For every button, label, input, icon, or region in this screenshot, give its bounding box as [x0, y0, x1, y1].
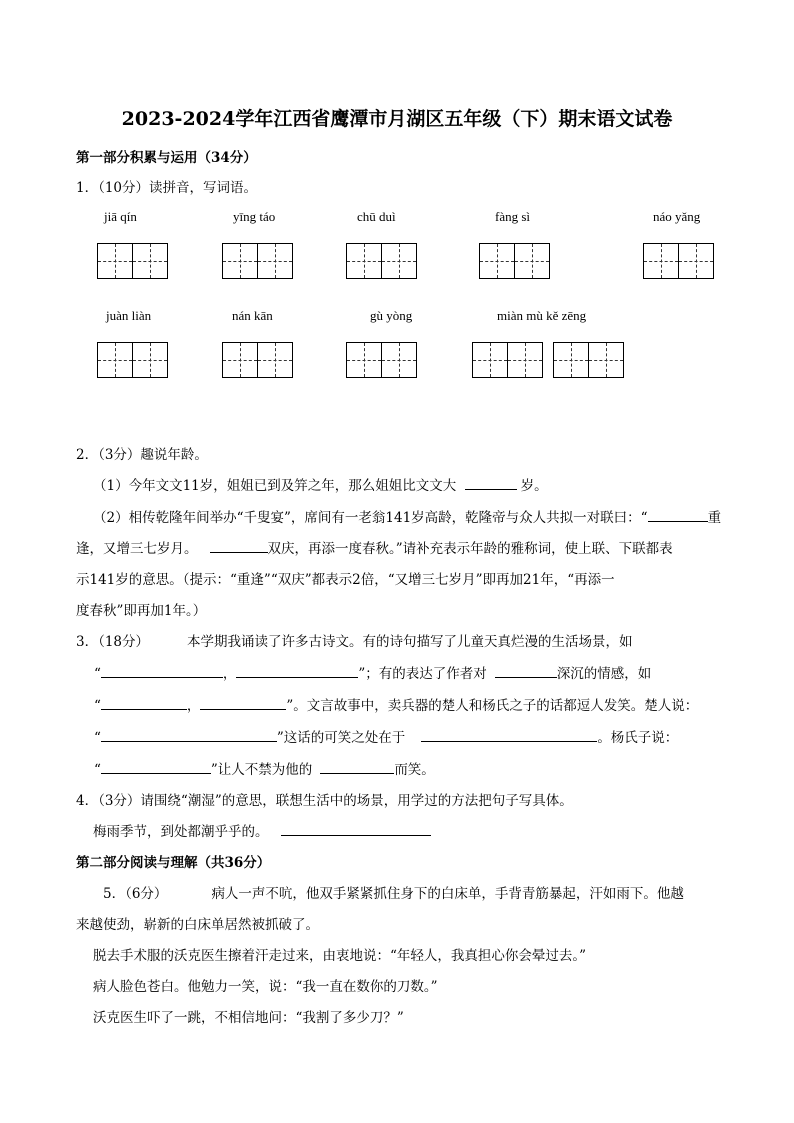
q3-text: “	[94, 762, 101, 778]
answer-blank[interactable]	[236, 663, 358, 678]
q3-text: 而笑。	[394, 762, 435, 778]
answer-blank[interactable]	[200, 695, 286, 710]
grid-cell[interactable]	[643, 243, 679, 279]
writing-grid[interactable]	[346, 342, 417, 378]
grid-cell[interactable]	[97, 243, 133, 279]
grid-cell[interactable]	[678, 243, 714, 279]
q2-part2-line3: 示141岁的意思。（提示：“重逢”“双庆”都表示2倍，“又增三七岁月”即再加21年，“再添一	[76, 572, 615, 588]
grid-cell[interactable]	[514, 243, 550, 279]
q1-stem: 1．（10分）读拼音，写词语。	[76, 180, 258, 196]
q3-line2	[94, 662, 651, 682]
grid-cell[interactable]	[257, 342, 293, 378]
answer-blank[interactable]	[465, 475, 517, 490]
part1-heading: 第一部分积累与运用（34分）	[76, 150, 257, 166]
q3-line1	[76, 630, 633, 650]
q3-text: ，	[222, 666, 237, 682]
q2-part1-unit: 岁。	[520, 478, 548, 494]
pinyin-label: juàn liàn	[106, 308, 152, 323]
answer-blank[interactable]	[101, 663, 223, 678]
grid-cell[interactable]	[381, 342, 417, 378]
writing-grid[interactable]	[472, 342, 543, 378]
q2-part2-line2	[76, 537, 673, 557]
grid-cell[interactable]	[507, 342, 543, 378]
grid-cell[interactable]	[222, 243, 258, 279]
part2-heading: 第二部分阅读与理解（共36分）	[76, 855, 271, 871]
q5-line1	[103, 882, 684, 902]
pinyin-label: fàng sì	[495, 209, 531, 224]
q5-label: 5．（6分）	[103, 886, 168, 902]
q5-line3: 脱去手术服的沃克医生擦着汗走过来，由衷地说：“年轻人，我真担心你会晕过去。”	[93, 948, 587, 964]
q4-sentence-row	[93, 820, 431, 840]
writing-grid[interactable]	[97, 243, 168, 279]
q3-text: 深沉的情感，如	[556, 666, 652, 682]
grid-cell[interactable]	[132, 243, 168, 279]
pinyin-label: jiā qín	[104, 209, 137, 224]
q4-sentence: 梅雨季节，到处都潮乎乎的。	[93, 824, 269, 840]
grid-cell[interactable]	[222, 342, 258, 378]
pinyin-label: miàn mù kě zēng	[497, 308, 587, 323]
writing-grid[interactable]	[222, 243, 293, 279]
q3-text: ”这话的可笑之处在于	[276, 730, 406, 746]
writing-grid[interactable]	[222, 342, 293, 378]
answer-blank[interactable]	[495, 663, 557, 678]
q2-text: 双庆，再添一度春秋。”请补充表示年龄的雅称词，使上联、下联都表	[267, 541, 673, 557]
grid-cell[interactable]	[479, 243, 515, 279]
grid-cell[interactable]	[346, 243, 382, 279]
writing-grid[interactable]	[97, 342, 168, 378]
q3-text: ，	[186, 698, 201, 714]
q2-text: 逢，又增三七岁月。	[76, 541, 198, 557]
page-title: 2023-2024学年江西省鹰潭市月湖区五年级（下）期末语文试卷	[121, 108, 673, 130]
pinyin-label: chū duì	[357, 209, 396, 224]
grid-cell[interactable]	[381, 243, 417, 279]
q3-text: ”；有的表达了作者对	[358, 666, 487, 682]
q2-part2-line4: 度春秋”即再加1年。）	[76, 603, 207, 619]
q3-text: ”让人不禁为他的	[210, 762, 313, 778]
answer-blank[interactable]	[648, 507, 708, 522]
q5-line2: 来越使劲，崭新的白床单居然被抓破了。	[76, 917, 319, 933]
pinyin-label: náo yǎng	[653, 209, 701, 224]
q5-line4: 病人脸色苍白。他勉力一笑，说：“我一直在数你的刀数。”	[93, 979, 438, 995]
grid-cell[interactable]	[588, 342, 624, 378]
pinyin-label: nán kān	[232, 308, 273, 323]
answer-blank[interactable]	[210, 538, 268, 553]
pinyin-label: gù yòng	[370, 308, 413, 323]
q3-line5	[94, 758, 435, 778]
q2-text: 重	[707, 510, 722, 526]
grid-cell[interactable]	[346, 342, 382, 378]
answer-blank[interactable]	[101, 695, 187, 710]
grid-cell[interactable]	[132, 342, 168, 378]
q5-line5: 沃克医生吓了一跳，不相信地问：“我割了多少刀？”	[93, 1010, 404, 1026]
writing-grid[interactable]	[479, 243, 550, 279]
grid-cell[interactable]	[553, 342, 589, 378]
q3-text: “	[94, 730, 101, 746]
grid-cell[interactable]	[257, 243, 293, 279]
grid-cell[interactable]	[97, 342, 133, 378]
q4-stem: 4．（3分）请围绕“潮湿”的意思，联想生活中的场景，用学过的方法把句子写具体。	[76, 793, 573, 809]
writing-grid[interactable]	[553, 342, 624, 378]
q2-part1	[93, 474, 548, 494]
q3-text: ”。文言故事中，卖兵器的楚人和杨氏之子的话都逗人发笑。楚人说：	[286, 698, 699, 714]
answer-blank[interactable]	[281, 821, 431, 836]
q2-text: （2）相传乾隆年间举办“千叟宴”，席间有一老翁141岁高龄，乾隆帝与众人共拟一对联曰：“	[93, 510, 648, 526]
answer-blank[interactable]	[421, 727, 597, 742]
answer-blank[interactable]	[101, 727, 277, 742]
q2-stem: 2．（3分）趣说年龄。	[76, 447, 208, 463]
q5-text: 病人一声不吭，他双手紧紧抓住身下的白床单，手背青筋暴起，汗如雨下。他越	[211, 886, 684, 902]
writing-grid[interactable]	[643, 243, 714, 279]
answer-blank[interactable]	[101, 759, 211, 774]
q3-text: 。杨氏子说：	[597, 730, 679, 746]
q3-line3	[94, 694, 698, 714]
answer-blank[interactable]	[320, 759, 394, 774]
writing-grid[interactable]	[346, 243, 417, 279]
q3-line4	[94, 726, 678, 746]
q2-part2-line1	[93, 506, 721, 526]
q3-text: “	[94, 698, 101, 714]
pinyin-label: yīng táo	[233, 209, 276, 224]
q3-label: 3．（18分）	[76, 634, 150, 650]
q3-text: 本学期我诵读了许多古诗文。有的诗句描写了儿童天真烂漫的生活场景，如	[187, 634, 633, 650]
q3-text: “	[94, 666, 101, 682]
q2-part1-text: （1）今年文文11岁，姐姐已到及笄之年，那么姐姐比文文大	[93, 478, 457, 494]
grid-cell[interactable]	[472, 342, 508, 378]
